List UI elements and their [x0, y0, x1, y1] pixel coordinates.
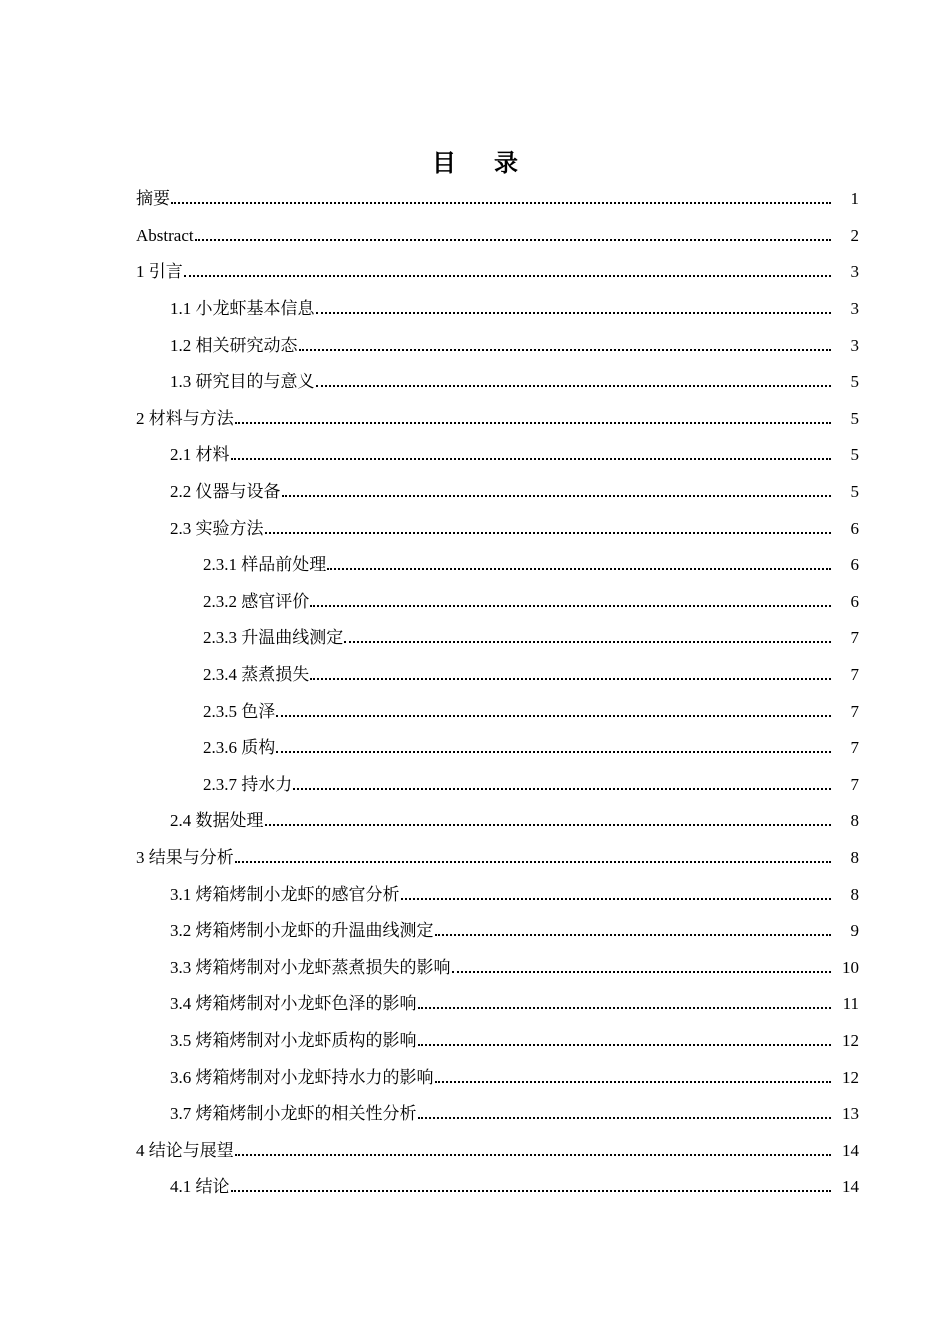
- toc-entry-page-number: 5: [850, 445, 859, 465]
- toc-entry-page-number: 5: [850, 482, 859, 502]
- toc-entry-page-number: 6: [850, 555, 859, 575]
- toc-entry-page-number: 13: [842, 1104, 859, 1124]
- toc-entry-label: 2.3 实验方法: [170, 518, 264, 538]
- dot-leader: [235, 422, 831, 424]
- toc-entry-page-number: 12: [842, 1030, 859, 1050]
- toc-entry-page-number: 7: [850, 665, 859, 685]
- toc-entry[interactable]: [0, 218, 950, 255]
- dot-leader: [231, 1190, 832, 1192]
- toc-entry-page-number: 8: [850, 811, 859, 831]
- toc-entry[interactable]: [0, 767, 950, 804]
- dot-leader: [293, 788, 831, 790]
- toc-entry-page-number: 11: [842, 994, 859, 1014]
- dot-leader: [418, 1117, 832, 1119]
- dot-leader: [418, 1007, 832, 1009]
- toc-entry-page-number: 8: [850, 884, 859, 904]
- toc-entry-label: 1 引言: [136, 262, 183, 282]
- toc-entry-page-number: 3: [850, 262, 859, 282]
- toc-entry-page-number: 8: [850, 847, 859, 867]
- dot-leader: [418, 1044, 832, 1046]
- toc-entry[interactable]: [0, 510, 950, 547]
- toc-entry-label: 2.3.2 感官评价: [203, 591, 310, 611]
- dot-leader: [327, 568, 831, 570]
- toc-entry-page-number: 7: [850, 738, 859, 758]
- toc-entry-label: 2.3.6 质构: [203, 738, 276, 758]
- toc-entry-page-number: 6: [850, 591, 859, 611]
- toc-entry-page-number: 7: [850, 774, 859, 794]
- toc-entry[interactable]: [0, 291, 950, 328]
- toc-entry-page-number: 3: [850, 335, 859, 355]
- toc-entry-label: 摘要: [136, 189, 170, 209]
- toc-entry-label: Abstract: [136, 225, 194, 245]
- toc-entry[interactable]: [0, 327, 950, 364]
- dot-leader: [231, 458, 832, 460]
- toc-entry-label: 2.3.4 蒸煮损失: [203, 665, 310, 685]
- toc-entry[interactable]: [0, 913, 950, 950]
- toc-entry[interactable]: [0, 730, 950, 767]
- dot-leader: [235, 861, 831, 863]
- toc-entry[interactable]: [0, 1169, 950, 1206]
- dot-leader: [265, 532, 832, 534]
- toc-title: 目录: [432, 149, 556, 177]
- dot-leader: [452, 971, 832, 973]
- toc-entry-label: 1.3 研究目的与意义: [170, 372, 315, 392]
- dot-leader: [310, 678, 831, 680]
- dot-leader: [435, 934, 832, 936]
- toc-entry-label: 2 材料与方法: [136, 408, 234, 428]
- toc-entry[interactable]: [0, 401, 950, 438]
- toc-entry[interactable]: [0, 876, 950, 913]
- toc-entry-label: 4 结论与展望: [136, 1140, 234, 1160]
- toc-entry-page-number: 9: [850, 921, 859, 941]
- dot-leader: [344, 641, 831, 643]
- toc-entry[interactable]: [0, 1096, 950, 1133]
- dot-leader: [184, 275, 831, 277]
- toc-entry[interactable]: [0, 437, 950, 474]
- dot-leader: [276, 715, 831, 717]
- toc-entry-label: 3.3 烤箱烤制对小龙虾蒸煮损失的影响: [170, 957, 451, 977]
- toc-list: [0, 181, 950, 1206]
- toc-entry-label: 2.3.7 持水力: [203, 774, 293, 794]
- toc-entry[interactable]: [0, 803, 950, 840]
- toc-entry-page-number: 5: [850, 408, 859, 428]
- dot-leader: [299, 349, 832, 351]
- dot-leader: [401, 898, 832, 900]
- dot-leader: [195, 239, 831, 241]
- toc-entry-page-number: 2: [850, 225, 859, 245]
- toc-entry-label: 3.4 烤箱烤制对小龙虾色泽的影响: [170, 994, 417, 1014]
- toc-entry-label: 2.4 数据处理: [170, 811, 264, 831]
- toc-entry-page-number: 3: [850, 299, 859, 319]
- toc-entry[interactable]: [0, 840, 950, 877]
- toc-entry-label: 2.3.5 色泽: [203, 701, 276, 721]
- dot-leader: [265, 824, 832, 826]
- toc-entry[interactable]: [0, 547, 950, 584]
- toc-entry-label: 2.1 材料: [170, 445, 230, 465]
- toc-entry[interactable]: [0, 693, 950, 730]
- toc-entry-label: 4.1 结论: [170, 1177, 230, 1197]
- toc-entry-label: 3.6 烤箱烤制对小龙虾持水力的影响: [170, 1067, 434, 1087]
- toc-entry-label: 3.1 烤箱烤制小龙虾的感官分析: [170, 884, 400, 904]
- toc-entry-label: 2.2 仪器与设备: [170, 482, 281, 502]
- toc-entry[interactable]: [0, 584, 950, 621]
- toc-entry-label: 3.5 烤箱烤制对小龙虾质构的影响: [170, 1030, 417, 1050]
- toc-entry-page-number: 12: [842, 1067, 859, 1087]
- toc-entry[interactable]: [0, 181, 950, 218]
- toc-entry-label: 2.3.1 样品前处理: [203, 555, 327, 575]
- dot-leader: [282, 495, 832, 497]
- dot-leader: [171, 202, 831, 204]
- dot-leader: [316, 385, 832, 387]
- toc-entry[interactable]: [0, 364, 950, 401]
- toc-entry[interactable]: [0, 657, 950, 694]
- toc-entry-page-number: 10: [842, 957, 859, 977]
- toc-entry-label: 1.1 小龙虾基本信息: [170, 299, 315, 319]
- dot-leader: [435, 1081, 832, 1083]
- toc-entry-label: 3 结果与分析: [136, 847, 234, 867]
- toc-entry-label: 1.2 相关研究动态: [170, 335, 298, 355]
- toc-entry[interactable]: [0, 949, 950, 986]
- toc-entry-page-number: 6: [850, 518, 859, 538]
- toc-entry[interactable]: [0, 1023, 950, 1060]
- toc-entry-page-number: 1: [850, 189, 859, 209]
- toc-entry[interactable]: [0, 620, 950, 657]
- toc-entry-page-number: 7: [850, 701, 859, 721]
- dot-leader: [276, 751, 831, 753]
- toc-entry-page-number: 5: [850, 372, 859, 392]
- toc-entry[interactable]: [0, 254, 950, 291]
- dot-leader: [235, 1154, 831, 1156]
- toc-entry-label: 3.7 烤箱烤制小龙虾的相关性分析: [170, 1104, 417, 1124]
- toc-entry[interactable]: [0, 986, 950, 1023]
- toc-entry-page-number: 14: [842, 1177, 859, 1197]
- toc-entry-label: 3.2 烤箱烤制小龙虾的升温曲线测定: [170, 921, 434, 941]
- toc-entry[interactable]: [0, 1132, 950, 1169]
- dot-leader: [316, 312, 832, 314]
- toc-entry-page-number: 7: [850, 628, 859, 648]
- toc-entry-label: 2.3.3 升温曲线测定: [203, 628, 344, 648]
- dot-leader: [310, 605, 831, 607]
- toc-entry[interactable]: [0, 474, 950, 511]
- toc-entry[interactable]: [0, 1059, 950, 1096]
- toc-entry-page-number: 14: [842, 1140, 859, 1160]
